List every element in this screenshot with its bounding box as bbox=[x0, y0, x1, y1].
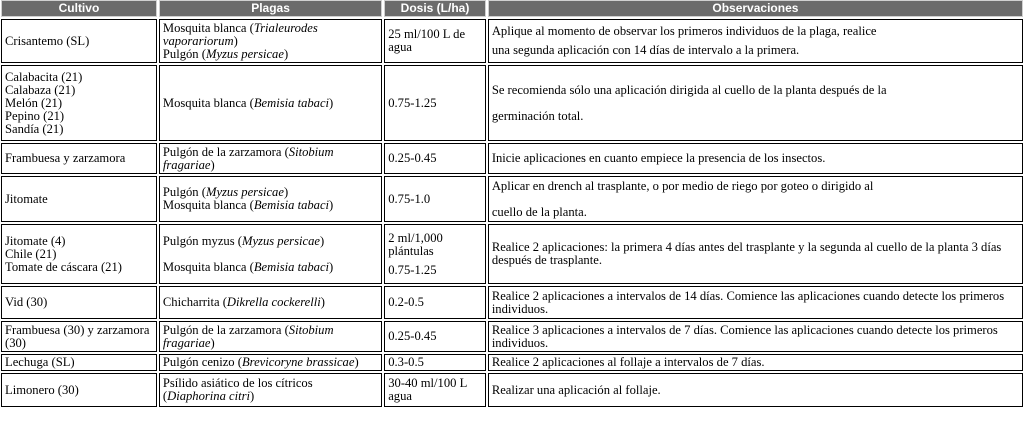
table-row bbox=[1, 321, 1023, 352]
plagas-cell bbox=[159, 65, 382, 141]
cultivo-cell: Frambuesa (30) y zarzamora (30) bbox=[1, 321, 157, 352]
plagas-cell bbox=[159, 143, 382, 174]
table-row bbox=[1, 354, 1023, 371]
cultivo-cell bbox=[1, 65, 157, 141]
header-dosis: Dosis (L/ha) bbox=[384, 0, 486, 17]
plagas-cell bbox=[159, 176, 382, 222]
plaga-text: Mosquita blanca (Trialeurodes vaporariorum) bbox=[162, 20, 318, 48]
table-row bbox=[1, 65, 1023, 141]
plagas-cell bbox=[159, 224, 382, 284]
cultivo-text: Melón (21) bbox=[5, 95, 63, 110]
cultivo-text: Calabaza (21) bbox=[5, 82, 76, 97]
dosis-cell: 0.25-0.45 bbox=[384, 143, 486, 174]
table-row bbox=[1, 176, 1023, 222]
table-row bbox=[1, 286, 1023, 319]
dosis-cell: 0.75-1.0 bbox=[384, 176, 486, 222]
header-plagas: Plagas bbox=[159, 0, 382, 17]
cultivo-cell: Limonero (30) bbox=[1, 373, 157, 407]
obs-text: germinación total. bbox=[491, 108, 584, 123]
cultivo-text: Tomate de cáscara (21) bbox=[5, 259, 122, 274]
cultivo-text: Crisantemo (SL) bbox=[5, 33, 90, 48]
dosis-cell: 0.3-0.5 bbox=[384, 354, 486, 371]
cultivo-cell bbox=[1, 19, 157, 63]
table-row bbox=[1, 143, 1023, 174]
observaciones-cell bbox=[488, 176, 1023, 222]
obs-text: una segunda aplicación con 14 días de intervalo a la primera. bbox=[491, 43, 800, 57]
table-row bbox=[1, 373, 1023, 407]
header-observaciones: Observaciones bbox=[488, 0, 1023, 17]
plaga-text: Mosquita blanca (Bemisia tabaci) bbox=[162, 95, 334, 110]
obs-text: Aplique al momento de observar los primeros individuos de la plaga, realice bbox=[491, 24, 877, 38]
cultivo-text: Pepino (21) bbox=[5, 108, 65, 123]
plagas-cell bbox=[159, 321, 382, 352]
plaga-text: Pulgón de la zarzamora (Sitobium fragariae) bbox=[162, 322, 334, 350]
cultivo-cell: Vid (30) bbox=[1, 286, 157, 319]
obs-text: cuello de la planta. bbox=[491, 204, 587, 219]
observaciones-cell bbox=[488, 65, 1023, 141]
table-row bbox=[1, 19, 1023, 63]
plaga-text: Pulgón (Myzus persicae) bbox=[162, 185, 289, 199]
plagas-cell bbox=[159, 19, 382, 63]
cultivo-cell bbox=[1, 224, 157, 284]
observaciones-cell bbox=[488, 19, 1023, 63]
table-row bbox=[1, 224, 1023, 284]
observaciones-cell: Realice 2 aplicaciones a intervalos de 14 días. Comience las aplicaciones cuando detecte los primeros individuos. bbox=[488, 286, 1023, 319]
plagas-cell bbox=[159, 286, 382, 319]
plagas-cell bbox=[159, 373, 382, 407]
observaciones-cell: Realizar una aplicación al follaje. bbox=[488, 373, 1023, 407]
observaciones-cell: Realice 3 aplicaciones a intervalos de 7 días. Comience las aplicaciones cuando detecte los primeros individuos. bbox=[488, 321, 1023, 352]
cultivo-text: Sandía (21) bbox=[5, 121, 64, 136]
observaciones-cell: Realice 2 aplicaciones al follaje a intervalos de 7 días. bbox=[488, 354, 1023, 371]
plaga-text: Pulgón de la zarzamora (Sitobium fragariae) bbox=[162, 144, 334, 172]
plaga-text: Psílido asiático de los cítricos (Diaphorina citri) bbox=[162, 376, 313, 403]
cultivo-cell: Jitomate bbox=[1, 176, 157, 222]
header-cultivo: Cultivo bbox=[1, 0, 157, 17]
obs-text: Aplicar en drench al trasplante, o por medio de riego por goteo o dirigido al bbox=[491, 178, 874, 193]
dosis-cell: 0.2-0.5 bbox=[384, 286, 486, 319]
cultivo-cell: Lechuga (SL) bbox=[1, 354, 157, 371]
cultivo-cell: Frambuesa y zarzamora bbox=[1, 143, 157, 174]
plaga-text: Pulgón myzus (Myzus persicae) bbox=[162, 233, 325, 248]
dosis-cell: 25 ml/100 L de agua bbox=[384, 19, 486, 63]
obs-text: Se recomienda sólo una aplicación dirigida al cuello de la planta después de la bbox=[491, 82, 887, 97]
plaga-text: Pulgón (Myzus persicae) bbox=[162, 46, 289, 61]
plaga-text: Chicharrita (Dikrella cockerelli) bbox=[162, 295, 325, 309]
cultivo-text: Calabacita (21) bbox=[5, 69, 83, 84]
dosis-cell bbox=[384, 224, 486, 284]
dosis-cell: 0.75-1.25 bbox=[384, 65, 486, 141]
observaciones-cell: Inicie aplicaciones en cuanto empiece la presencia de los insectos. bbox=[488, 143, 1023, 174]
cultivo-text: Chile (21) bbox=[5, 246, 57, 261]
header-row bbox=[1, 0, 1023, 17]
plaga-text: Mosquita blanca (Bemisia tabaci) bbox=[162, 259, 334, 274]
dosis-cell: 0.25-0.45 bbox=[384, 321, 486, 352]
plagas-cell bbox=[159, 354, 382, 371]
plaga-text: Mosquita blanca (Bemisia tabaci) bbox=[162, 198, 334, 212]
dosis-cell: 30-40 ml/100 L agua bbox=[384, 373, 486, 407]
observaciones-cell: Realice 2 aplicaciones: la primera 4 días antes del trasplante y la segunda al cuello de la planta 3 días después de trasplante. bbox=[488, 224, 1023, 284]
dosis-text: 2 ml/1,000 plántulas bbox=[388, 230, 443, 258]
plaga-text: Pulgón cenizo (Brevicoryne brassicae) bbox=[162, 355, 359, 369]
dosis-text: 0.75-1.25 bbox=[388, 262, 437, 277]
cultivo-text: Jitomate (4) bbox=[5, 233, 66, 248]
